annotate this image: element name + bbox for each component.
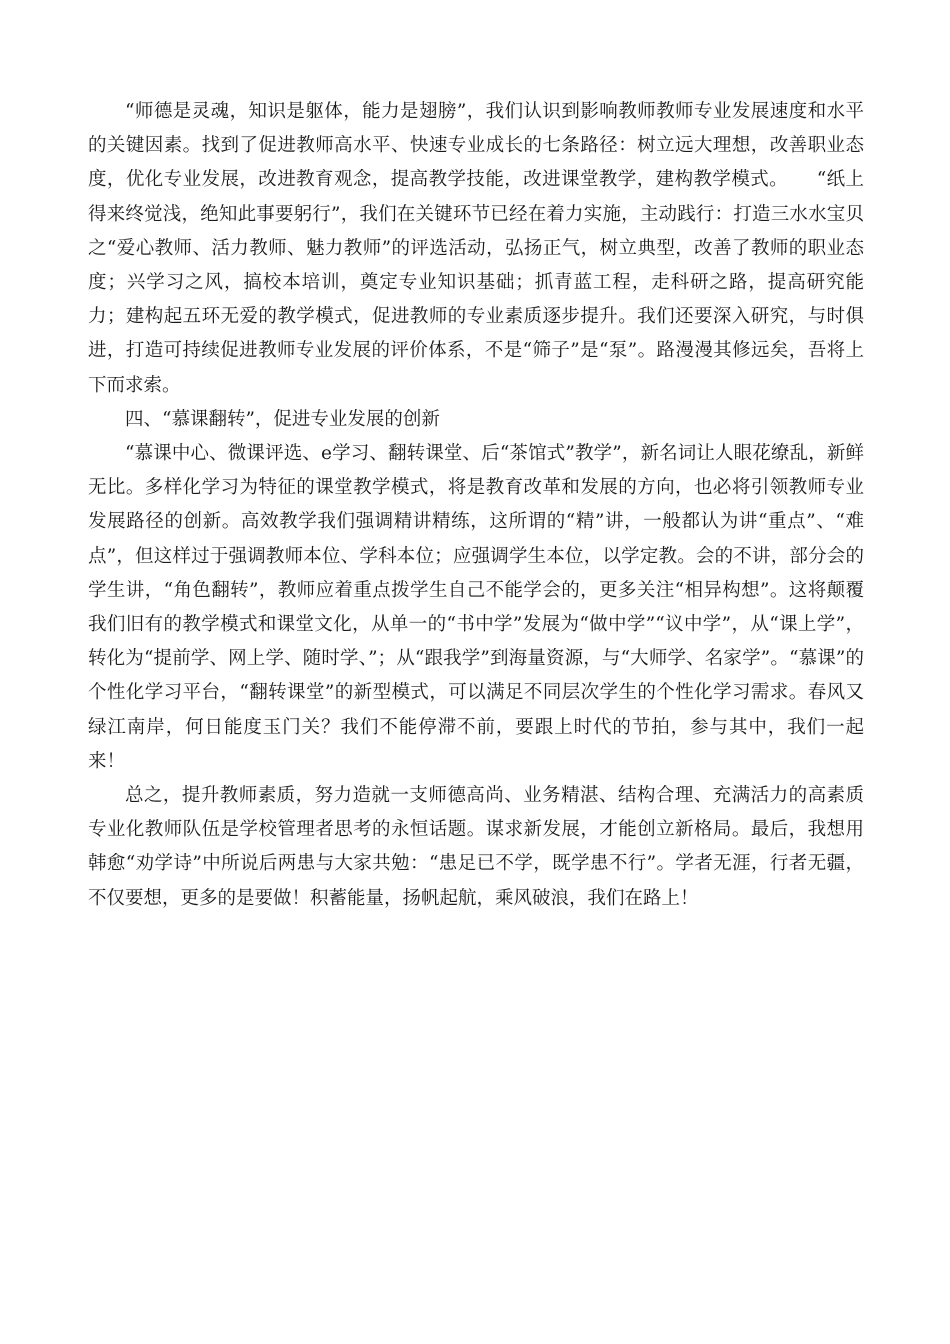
paragraph-mooc-innovation: “慕课中心、微课评选、e学习、翻转课堂、后“茶馆式”教学”，新名词让人眼花缭乱，新鲜无比。多样化学习为特征的课堂教学模式，将是教育改革和发展的方向，也必将引领教师专业发展路径的创新。高效教学我们强调精讲精练，这所谓的“精”讲，一般都认为讲“重点”、“难点”，但这样过于强调教师本位、学科本位；应强调学生本位，以学定教。会的不讲，部分会的学生讲，“角色翻转”，教师应着重点拨学生自己不能学会的，更多关注“相异构想”。这将颠覆我们旧有的教学模式和课堂文化，从单一的“书中学”发展为“做中学”“议中学”，从“课上学”，转化为“提前学、网上学、随时学、”；从“跟我学”到海量资源，与“大师学、名家学”。“慕课”的个性化学习平台，“翻转课堂”的新型模式，可以满足不同层次学生的个性化学习需求。春风又绿江南岸，何日能度玉门关？我们不能停滞不前，要跟上时代的节拍，参与其中，我们一起来！ <box>88 443 864 772</box>
section-heading-mooc: 四、“慕课翻转”，促进专业发展的创新 <box>125 408 440 430</box>
paragraph-teacher-development: “师德是灵魂，知识是躯体，能力是翅膀”，我们认识到影响教师教师专业发展速度和水平的关键因素。找到了促进教师高水平、快速专业成长的七条路径：树立远大理想，改善职业态度，优化专业发展，改进教育观念，提高教学技能，改进课堂教学，建构教学模式。 “纸上得来终觉浅，绝知此事要躬行”，我们在关键环节已经在着力实施，主动践行：打造三水水宝贝之“爱心教师、活力教师、魅力教师”的评选活动，弘扬正气，树立典型，改善了教师的职业态度；兴学习之风，搞校本培训，奠定专业知识基础；抓青蓝工程，走科研之路，提高研究能力；建构起五环无爱的教学模式，促进教师的专业素质逐步提升。我们还要深入研究，与时俱进，打造可持续促进教师专业发展的评价体系，不是“筛子”是“泵”。路漫漫其修远矣，吾将上下而求索。 <box>88 101 864 396</box>
document-body <box>88 95 864 916</box>
paragraph-conclusion: 总之，提升教师素质，努力造就一支师德高尚、业务精湛、结构合理、充满活力的高素质专业化教师队伍是学校管理者思考的永恒话题。谋求新发展，才能创立新格局。最后，我想用韩愈“劝学诗”中所说后两患与大家共勉：“患足已不学，既学患不行”。学者无涯，行者无疆，不仅要想，更多的是要做！积蓄能量，扬帆起航，乘风破浪，我们在路上！ <box>88 785 864 909</box>
